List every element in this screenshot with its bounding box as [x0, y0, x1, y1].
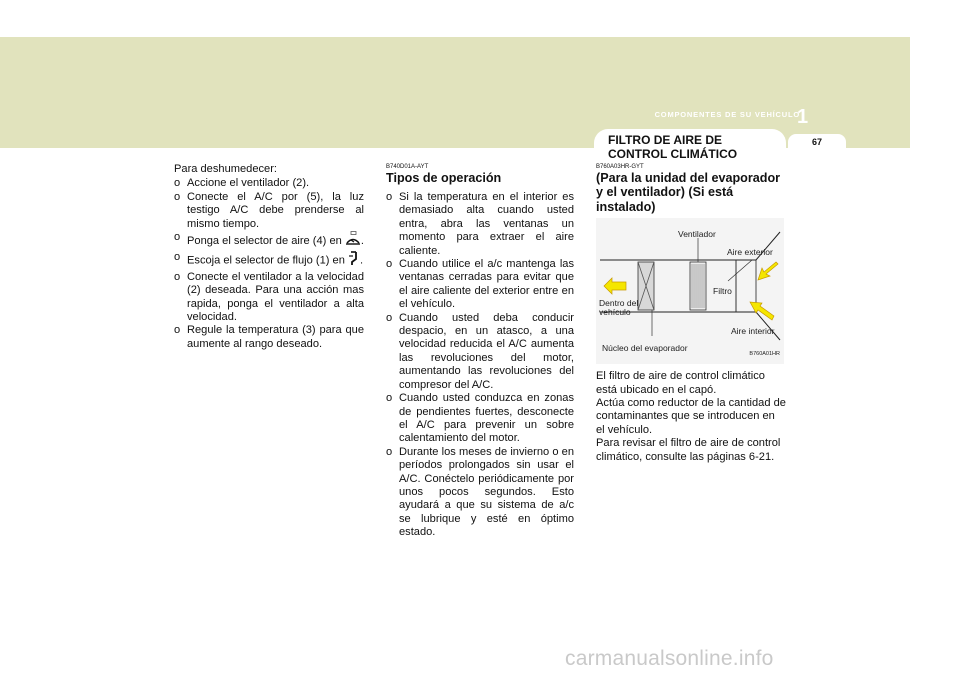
list-item: o Cuando utilice el a/c mantenga las ventanas cerradas para evitar que el aire caliente del exterior entre en el vehículo.: [386, 258, 574, 311]
section-code: B740D01A-AYT: [386, 164, 429, 170]
chapter-number: 1: [797, 106, 809, 128]
operation-types-list: [386, 191, 574, 540]
section-code: B760A03HR-GYT: [596, 164, 644, 170]
section-heading-tab: [594, 129, 786, 169]
list-item: o Regule la temperatura (3) para que aumente al rango deseado.: [174, 324, 364, 350]
label-evaporator: Núcleo del evaporador: [602, 343, 688, 354]
column-dehumidify: [174, 163, 364, 351]
label-inside-vehicle-1: Dentro del: [599, 298, 639, 309]
list-item: o Ponga el selector de aire (4) en .: [174, 231, 364, 251]
page-number: 67: [788, 134, 846, 150]
list-item: o Cuando usted deba conducir despacio, en un atasco, a una velocidad reducida el A/C aumenta las revoluciones del motor, aumentando las revoluciones del compresor del A/C.: [386, 311, 574, 391]
operation-types-heading: Tipos de operación: [386, 171, 502, 185]
watermark: carmanualsonline.info: [565, 647, 774, 670]
dehumidify-intro: Para deshumedecer:: [174, 163, 277, 175]
section-heading-line2: CONTROL CLIMÁTICO: [608, 147, 738, 161]
climate-filter-heading: (Para la unidad del evaporador y el ventilador) (Si está instalado): [596, 171, 781, 214]
outside-air-arrow: [758, 262, 778, 280]
label-outside-air: Aire exterior: [727, 247, 773, 258]
column-operation-types: [386, 164, 574, 540]
column-climate-filter: [596, 164, 786, 464]
list-item: o Cuando usted conduzca en zonas de pendientes fuertes, desconecte el A/C para prevenir un sobre calentamiento del motor.: [386, 392, 574, 445]
evaporator-core: [638, 262, 654, 310]
filter-description: [596, 370, 786, 464]
into-vehicle-arrow: [604, 278, 626, 294]
label-inside-air: Aire interior: [731, 326, 775, 337]
figure-code: B760A01HR: [749, 350, 780, 357]
list-item: o Accione el ventilador (2).: [174, 177, 310, 190]
fresh-air-mode-icon: [345, 231, 361, 251]
list-item: o Durante los meses de invierno o en períodos prolongados sin usar el A/C. Conéctelo periódicamente por unos pocos segundos. Esto ayudará a que su sistema de a/c se lubrique y esté en óptimo estado.: [386, 445, 574, 539]
filter-diagram: [596, 218, 784, 364]
fan-unit: [690, 262, 706, 310]
paragraph: Actúa como reductor de la cantidad de contaminantes que se introducen en el vehículo.: [596, 397, 786, 436]
section-label: COMPONENTES DE SU VEHÍCULO: [654, 110, 800, 119]
list-item: o Si la temperatura en el interior es demasiado alta cuando usted entra, abra las ventanas un momento para extraer el aire caliente.: [386, 191, 574, 257]
label-inside-vehicle-2: vehículo: [599, 307, 631, 318]
label-fan: Ventilador: [678, 229, 716, 240]
paragraph: El filtro de aire de control climático está ubicado en el capó.: [596, 370, 765, 396]
list-item: o Conecte el A/C por (5), la luz testigo A/C debe prenderse al mismo tiempo.: [174, 190, 364, 230]
list-item: o Escoja el selector de flujo (1) en .: [174, 251, 364, 270]
airflow-face-icon: [348, 251, 360, 270]
paragraph: Para revisar el filtro de aire de control climático, consulte las páginas 6-21.: [596, 437, 781, 463]
section-heading-line1: FILTRO DE AIRE DE: [608, 133, 722, 147]
inside-air-arrow: [750, 302, 774, 320]
list-item: o Conecte el ventilador a la velocidad (2) deseada. Para una acción mas rapida, ponga el ventilador a alta velocidad.: [174, 270, 364, 324]
label-filter: Filtro: [713, 286, 732, 297]
dehumidify-list: [174, 177, 364, 351]
